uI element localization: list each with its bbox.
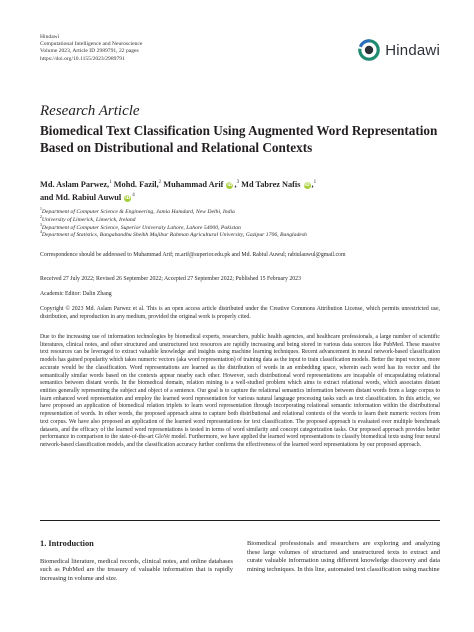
journal-meta [40, 34, 142, 63]
orcid-icon[interactable]: iD [227, 182, 233, 188]
section-heading: 1. Introduction [40, 539, 94, 548]
journal-name: Computational Intelligence and Neuroscience [40, 41, 143, 48]
doi-link[interactable]: https://doi.org/10.1155/2023/2989791 [40, 55, 125, 62]
publication-dates: Received 27 July 2022; Revised 26 September 2022; Accepted 27 September 2022; Published 15 February 2023 [40, 276, 301, 282]
affiliation-number: 4 [40, 230, 42, 235]
author-list: Md. Aslam Parwez,$^1$ Mohd. Fazil,$^2$ Muhammad Arif iD ,$^3$ Md Tabrez Nafis iD ,$^1$ and Md. Rabiul Auwul iD $^4$ [40, 180, 317, 202]
author-name[interactable]: and Md. Rabiul Auwul [40, 193, 122, 202]
author-name[interactable]: Md Tabrez Nafis [241, 180, 301, 189]
affiliation-text: Department of Computer Science, Superior University Lahore, Lahore 54000, Pakistan [41, 224, 241, 231]
affiliation-marker: 3 [236, 180, 240, 186]
affiliation-marker: 1 [313, 180, 317, 186]
affiliation-number: 3 [40, 222, 42, 227]
copyright-notice: Copyright © 2023 Md. Aslam Parwez et al. This is an open access article distributed under the Creative Commons Attribution License, which permits unrestricted use, distribution, and reproduction in any medium, provided the original work is properly cited. [40, 306, 440, 320]
body-paragraph: Biomedical literature, medical records, clinical notes, and online databases such as PubMed are the treasury of valuable information that is rapidly increasing in volume and size. [40, 557, 233, 582]
affiliation-text: Department of Computer Science & Engineering, Jamia Hamdard, New Delhi, India [41, 209, 235, 215]
affiliation-number: 2 [40, 214, 42, 219]
affiliation-item [40, 209, 440, 217]
affiliation-number: 1 [40, 207, 42, 212]
author-name[interactable]: Muhammad Arif [163, 180, 224, 189]
logo-text: Hindawi [385, 41, 440, 59]
affiliation-marker: 1 [109, 180, 112, 186]
section-divider [40, 520, 440, 521]
affiliation-item [40, 214, 440, 225]
affiliation-item [40, 232, 440, 240]
author-name[interactable]: Md. Aslam Parwez, [40, 180, 110, 189]
hindawi-logo-icon [357, 38, 381, 62]
body-column-right [247, 540, 440, 574]
correspondence-note: Correspondence should be addressed to Muhammad Arif; m.arif@superior.edu.pk and Md. Rabiul Auwul; rabiulauwul@gmail.com [40, 252, 346, 258]
author-name[interactable]: Mohd. Fazil, [113, 180, 159, 189]
body-paragraph: Biomedical professionals and researchers are exploring and analyzing these large volumes of structured and unstructured texts to extract and curate valuable information using different knowledge discovery and data mining techniques. In this line, automated text classification using machine [247, 540, 440, 573]
affiliation-text: Department of Statistics, Bangabandhu Sheikh Mujibur Rahman Agricultural University, Gazipur 1706, Bangladesh [41, 232, 307, 239]
volume-info: Volume 2023, Article ID 2989791, 22 pages [40, 48, 139, 55]
publisher-name: Hindawi [40, 34, 60, 40]
body-column-left [40, 540, 233, 583]
article-title: Biomedical Text Classification Using Augmented Word Representation Based on Distributional and Relational Contexts [40, 123, 438, 155]
hindawi-logo [357, 38, 440, 62]
orcid-icon[interactable]: iD [304, 182, 310, 188]
article-type: Research Article [40, 103, 140, 119]
orcid-icon[interactable]: iD [125, 195, 131, 201]
abstract-text: Due to the increasing use of information technologies by biomedical experts, researchers, public health agencies, and healthcare professionals, a large number of scientific literatures, clinical notes, and other structured and unstructured text resources are rapidly increasing and being stored in various data sources like PubMed. These massive text resources can be leveraged to extract valuable knowledge and insights using machine learning techniques. Recent advancement in neural network-based classification models has gained popularity which takes numeric vectors (aka word representation) of training data as the input to train classification models. Better the input vectors, more accurate would be the classification. Word representations are learned as the distribution of words in an embedding space, wherein each word has its vector and the semantically similar words based on the contexts appear nearby each other. However, such distributional word representations are incapable of encapsulating relational semantics between distant words. In the biomedical domain, relation mining is a well-studied problem which aims to extract relational words, which associates distant entities generally representing the subject and object of a sentence. Our goal is to capture the relational semantics information between distant words from a large corpus to learn enhanced word representation and employ the learned word representation for various natural language processing tasks such as text classification. In this article, we have proposed an application of biomedical relation triplets to learn word representation through incorporating relational semantic information within the distributional representation of words. In other words, the proposed approach aims to capture both distributional and relational contexts of the words to learn their numeric vectors from text corpus. We have also proposed an application of the learned word representations for text classification. The proposed approach is evaluated over multiple benchmark datasets, and the efficacy of the learned word representations is tested in terms of word similarity and concept categorization tasks. Our proposed approach provides better performance in comparison to the state-of-the-art GloVe model. Furthermore, we have applied the learned word representations to classify biomedical texts using four neural network-based classification models, and the classification accuracy further confirms the effectiveness of the learned word representations by our proposed approach. [40, 334, 440, 449]
journal-header [40, 34, 440, 74]
affiliation-marker: 4 [132, 193, 135, 199]
affiliation-text: University of Limerick, Limerick, Ireland [41, 216, 136, 223]
affiliation-marker: 2 [158, 180, 162, 186]
affiliation-list [40, 209, 440, 240]
academic-editor: Academic Editor: Dalin Zhang [40, 291, 112, 297]
